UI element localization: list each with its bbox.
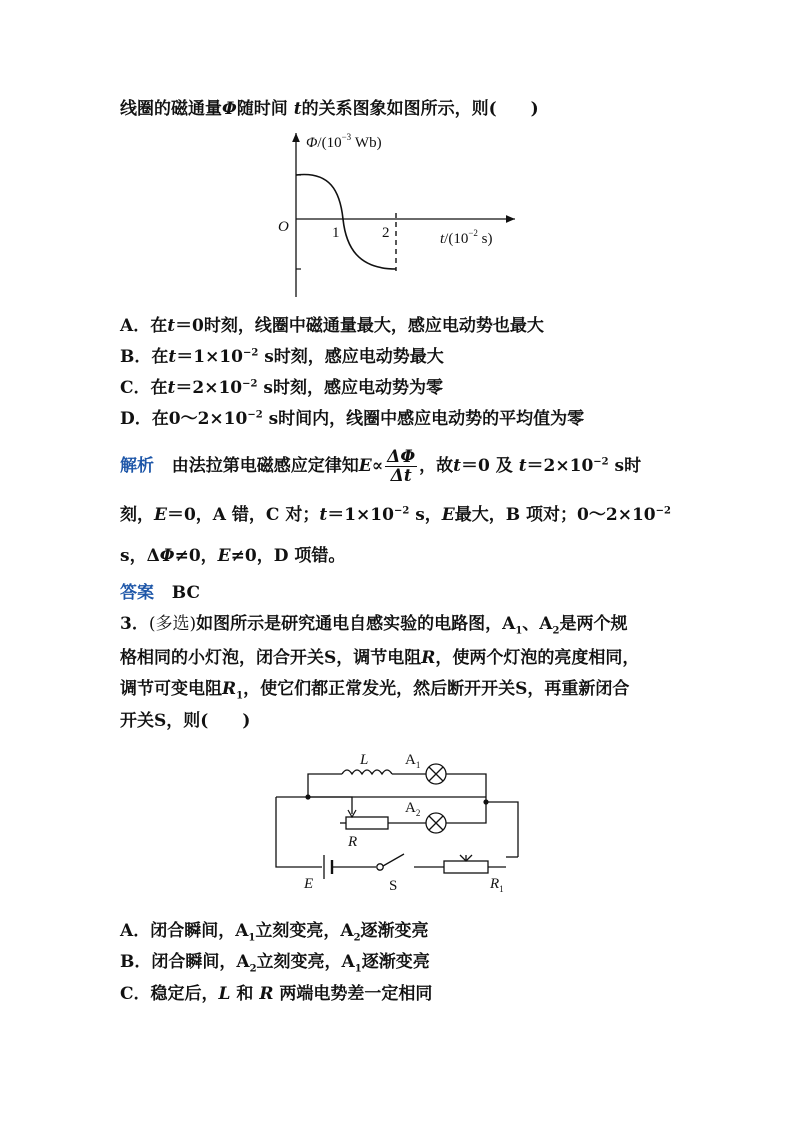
y-axis-label: $\Phi/(10^{-3}$ Wb) <box>306 132 382 151</box>
switch-s <box>377 864 383 870</box>
x-axis-label: $t/(10^{-2}$ s) <box>440 228 493 247</box>
answer-value: BC <box>171 583 200 603</box>
analysis-line-3: s，ΔΦ≠0，E≠0，D 项错。 <box>120 546 346 566</box>
option-2c: C．在$t=2\times 10^{-2}$ s时刻，感应电动势为零 <box>120 378 443 398</box>
flux-curve <box>296 174 396 269</box>
resistor-r1 <box>444 861 488 873</box>
analysis-line-1: 解析 由法拉第电磁感应定律知E∝ $\frac{\Delta\Phi}{\Delta t}$ ，故t＝0 及 $t=2\times 10^{-2}$ s时 <box>120 447 642 486</box>
answer-line <box>120 582 200 604</box>
question-2-stem: 线圈的磁通量Φ随时间 t的关系图象如图所示，则( ) <box>120 99 539 119</box>
inductor-coil <box>342 770 392 774</box>
rheostat-r <box>346 817 388 829</box>
option-3b: B．闭合瞬间，$A_2$立刻变亮，$A_1$逐渐变亮 <box>120 952 430 975</box>
analysis-line-2: 刻，E＝0，A 错，C 对；$t=1\times 10^{-2}$ s，E最大，B 项对；$0\sim 2\times 10^{-2}$ <box>120 505 671 525</box>
option-3c: C．稳定后，L 和 R 两端电势差一定相同 <box>120 984 433 1004</box>
question-3-line-2: 格相同的小灯泡，闭合开关S，调节电阻R，使两个灯泡的亮度相同， <box>120 648 640 668</box>
analysis-label: 解析 <box>120 456 154 476</box>
label-a2: $A_2$ <box>405 800 421 818</box>
tick-label-1: 1 <box>332 225 340 241</box>
option-2b: B．在$t=1\times 10^{-2}$ s时刻，感应电动势最大 <box>120 347 444 367</box>
label-inductor-l: L <box>360 752 369 768</box>
junction-left <box>305 794 310 799</box>
label-e: E <box>304 876 314 892</box>
tick-label-2: 2 <box>382 225 390 241</box>
option-3a: A．闭合瞬间，$A_1$立刻变亮，$A_2$逐渐变亮 <box>120 921 429 944</box>
option-2a: A．在t＝0时刻，线圈中磁通量最大，感应电动势也最大 <box>120 316 544 336</box>
question-3-line-4: 开关S，则( ) <box>120 711 251 731</box>
label-r1: $R_1$ <box>490 876 504 894</box>
answer-label: 答案 <box>120 583 154 603</box>
question-3-line-1: 3．(多选)如图所示是研究通电自感实验的电路图，$A_1$、$A_2$是两个规 <box>120 614 628 637</box>
flux-derivative-fraction: $\frac{\Delta\Phi}{\Delta t}$ <box>387 447 416 486</box>
option-2d: D．在$0\sim 2\times 10^{-2}$ s时间内，线圈中感应电动势的平均值为零 <box>120 409 585 429</box>
origin-label: O <box>278 219 289 235</box>
circuit-diagram <box>270 742 530 897</box>
label-a1: $A_1$ <box>405 752 421 770</box>
junction-right <box>483 799 488 804</box>
label-s: S <box>389 878 398 894</box>
question-3-line-3: 调节可变电阻$R_1$，使它们都正常发光，然后断开开关S，再重新闭合 <box>120 679 630 702</box>
flux-time-graph <box>270 125 530 300</box>
label-r: R <box>348 834 358 850</box>
